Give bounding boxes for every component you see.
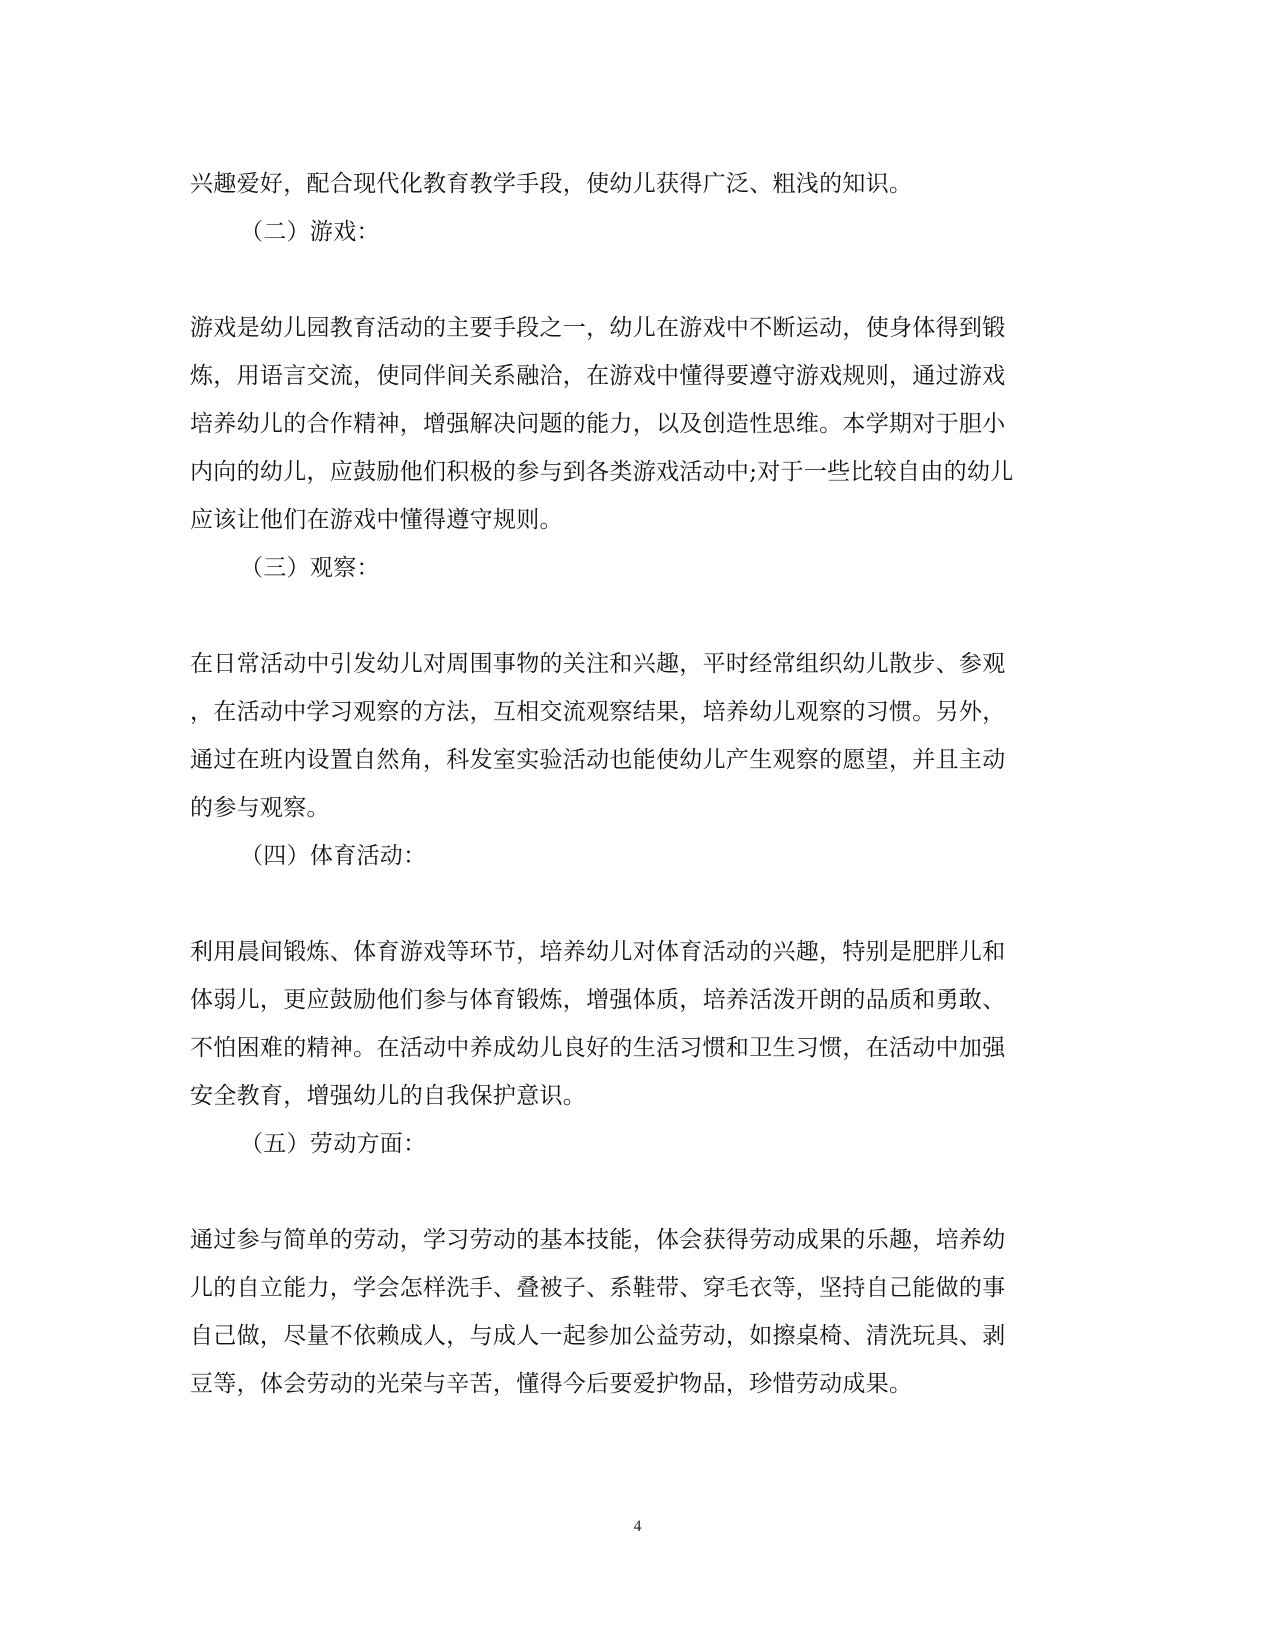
text-line: 游戏是幼儿园教育活动的主要手段之一，幼儿在游戏中不断运动，使身体得到锻: [190, 315, 1006, 341]
section-heading: （四）体育活动：: [240, 843, 427, 869]
spacer: [190, 256, 1090, 304]
paragraph: [190, 1216, 1090, 1408]
paragraph: [190, 160, 1090, 208]
text-line: 自己做，尽量不依赖成人，与成人一起参加公益劳动，如擦桌椅、清洗玩具、剥: [190, 1323, 1006, 1349]
text-line: 炼，用语言交流，使同伴间关系融洽，在游戏中懂得要遵守游戏规则，通过游戏: [190, 363, 1006, 389]
text-line: 通过在班内设置自然角，科发室实验活动也能使幼儿产生观察的愿望，并且主动: [190, 747, 1006, 773]
text-line: 通过参与简单的劳动，学习劳动的基本技能，体会获得劳动成果的乐趣，培养幼: [190, 1227, 1006, 1253]
text-line: 内向的幼儿，应鼓励他们积极的参与到各类游戏活动中;对于一些比较自由的幼儿: [190, 459, 1014, 485]
text-line: ，在活动中学习观察的方法，互相交流观察结果，培养幼儿观察的习惯。另外，: [190, 699, 1006, 725]
spacer: [190, 880, 1090, 928]
paragraph: [190, 304, 1090, 544]
document-body: [190, 160, 1090, 1408]
text-line: 安全教育，增强幼儿的自我保护意识。: [190, 1083, 587, 1109]
text-line: 豆等，体会劳动的光荣与辛苦，懂得今后要爱护物品，珍惜劳动成果。: [190, 1371, 913, 1397]
text-line: 利用晨间锻炼、体育游戏等环节，培养幼儿对体育活动的兴趣，特别是肥胖儿和: [190, 939, 1006, 965]
text-line: 在日常活动中引发幼儿对周围事物的关注和兴趣，平时经常组织幼儿散步、参观: [190, 651, 1006, 677]
page-number: 4: [633, 1518, 642, 1535]
text-line: 培养幼儿的合作精神，增强解决问题的能力，以及创造性思维。本学期对于胆小: [190, 411, 1006, 437]
text-line: 的参与观察。: [190, 795, 330, 821]
section-heading: （二）游戏：: [240, 219, 380, 245]
text-line: 应该让他们在游戏中懂得遵守规则。: [190, 507, 563, 533]
text-line: 不怕困难的精神。在活动中养成幼儿良好的生活习惯和卫生习惯，在活动中加强: [190, 1035, 1006, 1061]
spacer: [190, 1168, 1090, 1216]
paragraph: [190, 928, 1090, 1120]
text-line: 兴趣爱好，配合现代化教育教学手段，使幼儿获得广泛、粗浅的知识。: [190, 171, 913, 197]
paragraph: [190, 640, 1090, 832]
section-heading: （三）观察：: [240, 555, 380, 581]
spacer: [190, 592, 1090, 640]
text-line: 儿的自立能力，学会怎样洗手、叠被子、系鞋带、穿毛衣等，坚持自己能做的事: [190, 1275, 1006, 1301]
text-line: 体弱儿，更应鼓励他们参与体育锻炼，增强体质，培养活泼开朗的品质和勇敢、: [190, 987, 1006, 1013]
section-heading: （五）劳动方面：: [240, 1131, 427, 1157]
